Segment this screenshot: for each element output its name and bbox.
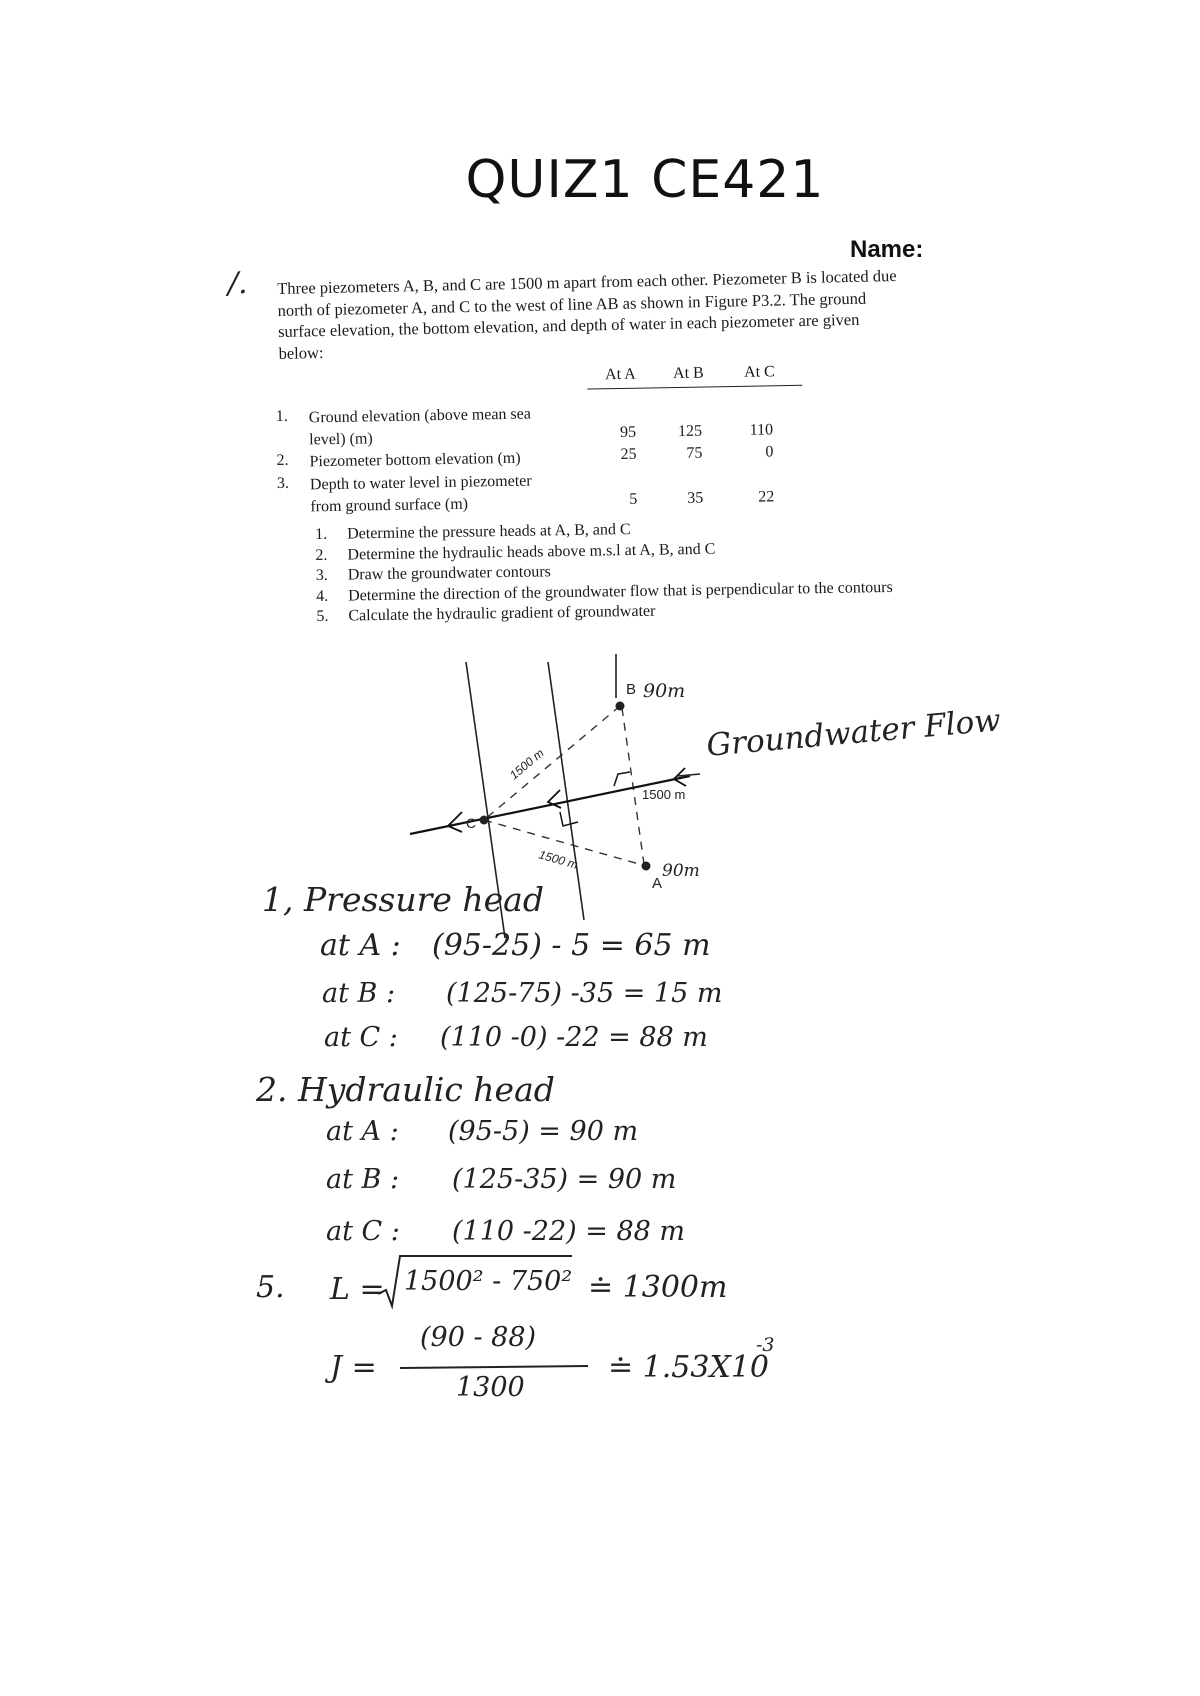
- hydraulic-expr-b: (125-35) = 90 m: [452, 1164, 677, 1195]
- fraction-bar: [400, 1366, 588, 1368]
- cell-value: 25: [620, 445, 637, 463]
- distance-label-ab: 1500 m: [642, 787, 686, 802]
- pressure-expr-a: (95-25) - 5 = 65 m: [432, 928, 711, 963]
- question-number: /.: [228, 266, 248, 301]
- hydraulic-point-b: at B :: [326, 1164, 400, 1195]
- answer-5-number: 5.: [256, 1270, 285, 1305]
- subquestion-text: Determine the hydraulic heads above m.s.l at A, B, and C: [347, 540, 716, 563]
- gradient-lhs: J =: [330, 1350, 377, 1385]
- distance-label-ca: 1500 m: [537, 847, 580, 872]
- cell-value: 110: [749, 421, 774, 439]
- pressure-point-b: at B :: [322, 978, 396, 1009]
- distance-label-bc: 1500 m: [506, 745, 547, 783]
- subquestion-number: 3.: [315, 566, 328, 584]
- flow-direction-line: [410, 776, 690, 834]
- subquestion-text: Calculate the hydraulic gradient of groundwater: [348, 602, 656, 625]
- answer-pressure-heading: 1, Pressure head: [262, 880, 544, 919]
- length-result: ≐ 1300m: [588, 1270, 728, 1305]
- length-lhs: L =: [330, 1272, 385, 1307]
- piezometer-a-marker: [642, 862, 651, 871]
- gradient-numerator: (90 - 88): [420, 1322, 537, 1353]
- piezometer-c-marker: [480, 816, 489, 825]
- label-c: C: [466, 815, 477, 831]
- label-b: B: [626, 681, 637, 698]
- cell-value: 75: [686, 444, 703, 462]
- table-header-c: At C: [743, 363, 775, 381]
- row-number: 1.: [275, 407, 288, 425]
- gradient-result: ≐ 1.53X10: [608, 1350, 770, 1385]
- label-a: A: [652, 875, 663, 892]
- cell-value: 5: [629, 490, 638, 508]
- row-number: 2.: [276, 451, 289, 469]
- table-header-b: At B: [672, 364, 704, 383]
- flow-label-leader: [678, 774, 700, 776]
- subquestion-text: Draw the groundwater contours: [347, 563, 551, 584]
- cell-value: 0: [765, 443, 774, 461]
- table-header-a: At A: [604, 365, 636, 384]
- row-number: 3.: [276, 474, 290, 492]
- hydraulic-expr-a: (95-5) = 90 m: [448, 1116, 639, 1147]
- cell-value: 22: [758, 488, 775, 506]
- right-angle-icon: [614, 772, 630, 786]
- subquestion-number: 5.: [316, 607, 329, 625]
- name-label: Name:: [850, 236, 924, 263]
- length-radicand: 1500² - 750²: [404, 1266, 573, 1297]
- cell-value: 35: [687, 489, 704, 507]
- row-label: Ground elevation (above mean sea level) (m): [308, 405, 532, 449]
- answer-hydraulic-heading: 2. Hydraulic head: [256, 1070, 555, 1109]
- row-label: Depth to water level in piezometer from ground surface (m): [309, 472, 532, 516]
- hydraulic-point-c: at C :: [326, 1216, 400, 1247]
- piezometer-b-marker: [616, 702, 625, 711]
- subquestion-number: 1.: [315, 525, 328, 543]
- hydraulic-point-a: at A :: [326, 1116, 399, 1147]
- hydraulic-expr-c: (110 -22) = 88 m: [452, 1216, 685, 1247]
- cell-value: 125: [677, 422, 703, 440]
- contour-line-89: [548, 662, 584, 920]
- subquestion-number: 2.: [315, 546, 328, 564]
- gradient-denominator: 1300: [456, 1372, 525, 1403]
- label-a-head: 90m: [662, 861, 700, 881]
- subquestion-text: Determine the direction of the groundwater flow that is perpendicular to the contours: [347, 578, 893, 604]
- cell-value: 95: [619, 423, 637, 441]
- gradient-exponent: -3: [756, 1334, 775, 1356]
- row-label: Piezometer bottom elevation (m): [309, 449, 521, 471]
- problem-statement: Three piezometers A, B, and C are 1500 m apart from each other. Piezometer B is located due north of piezometer A, and C to the west of line AB as shown in Figure P3.2. The ground surface elevation, the bottom elevation, and depth of water in each piezometer are given below:: [277, 266, 897, 363]
- subquestion-number: 4.: [315, 587, 329, 605]
- pressure-point-a: at A :: [320, 928, 401, 963]
- flow-arrow-icon: [448, 812, 462, 832]
- quiz-title: QUIZ1 CE421: [465, 150, 825, 210]
- groundwater-flow-label: Groundwater Flow: [705, 702, 1003, 764]
- pressure-expr-c: (110 -0) -22 = 88 m: [440, 1022, 708, 1053]
- label-b-head: 90m: [643, 680, 686, 702]
- pressure-point-c: at C :: [324, 1022, 398, 1053]
- pressure-expr-b: (125-75) -35 = 15 m: [446, 978, 723, 1009]
- subquestion-text: Determine the pressure heads at A, B, and C: [347, 521, 631, 543]
